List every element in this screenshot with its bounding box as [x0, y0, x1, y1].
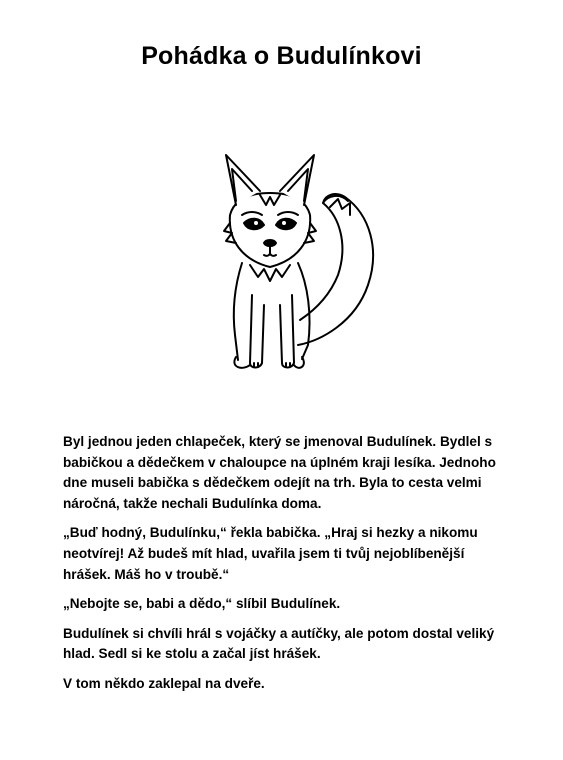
page-title: Pohádka o Budulínkovi [141, 42, 422, 70]
story-paragraph: Byl jednou jeden chlapeček, který se jmenoval Budulínek. Bydlel s babičkou a dědečkem v chaloupce na úplném kraji lesíka. Jednoho dne museli babička s dědečkem odejít na trh. Byla to cesta velmi náročná, takže nechali Budulínka doma. [63, 434, 496, 511]
story-paragraph: „Nebojte se, babi a dědo,“ slíbil Budulínek. [63, 596, 341, 612]
story-text [63, 432, 503, 704]
story-paragraph: „Buď hodný, Budulínku,“ řekla babička. „Hraj si hezky a nikomu neotvírej! Až budeš mít hlad, uvařila jsem ti tvůj nejoblíbenější hrášek. Máš ho v troubě.“ [63, 525, 478, 582]
story-paragraph: Budulínek si chvíli hrál s vojáčky a autíčky, ale potom dostal veliký hlad. Sedl si ke stolu a začal jíst hrášek. [63, 625, 495, 662]
fox-icon [180, 145, 390, 385]
story-paragraph: V tom někdo zaklepal na dveře. [63, 675, 265, 691]
